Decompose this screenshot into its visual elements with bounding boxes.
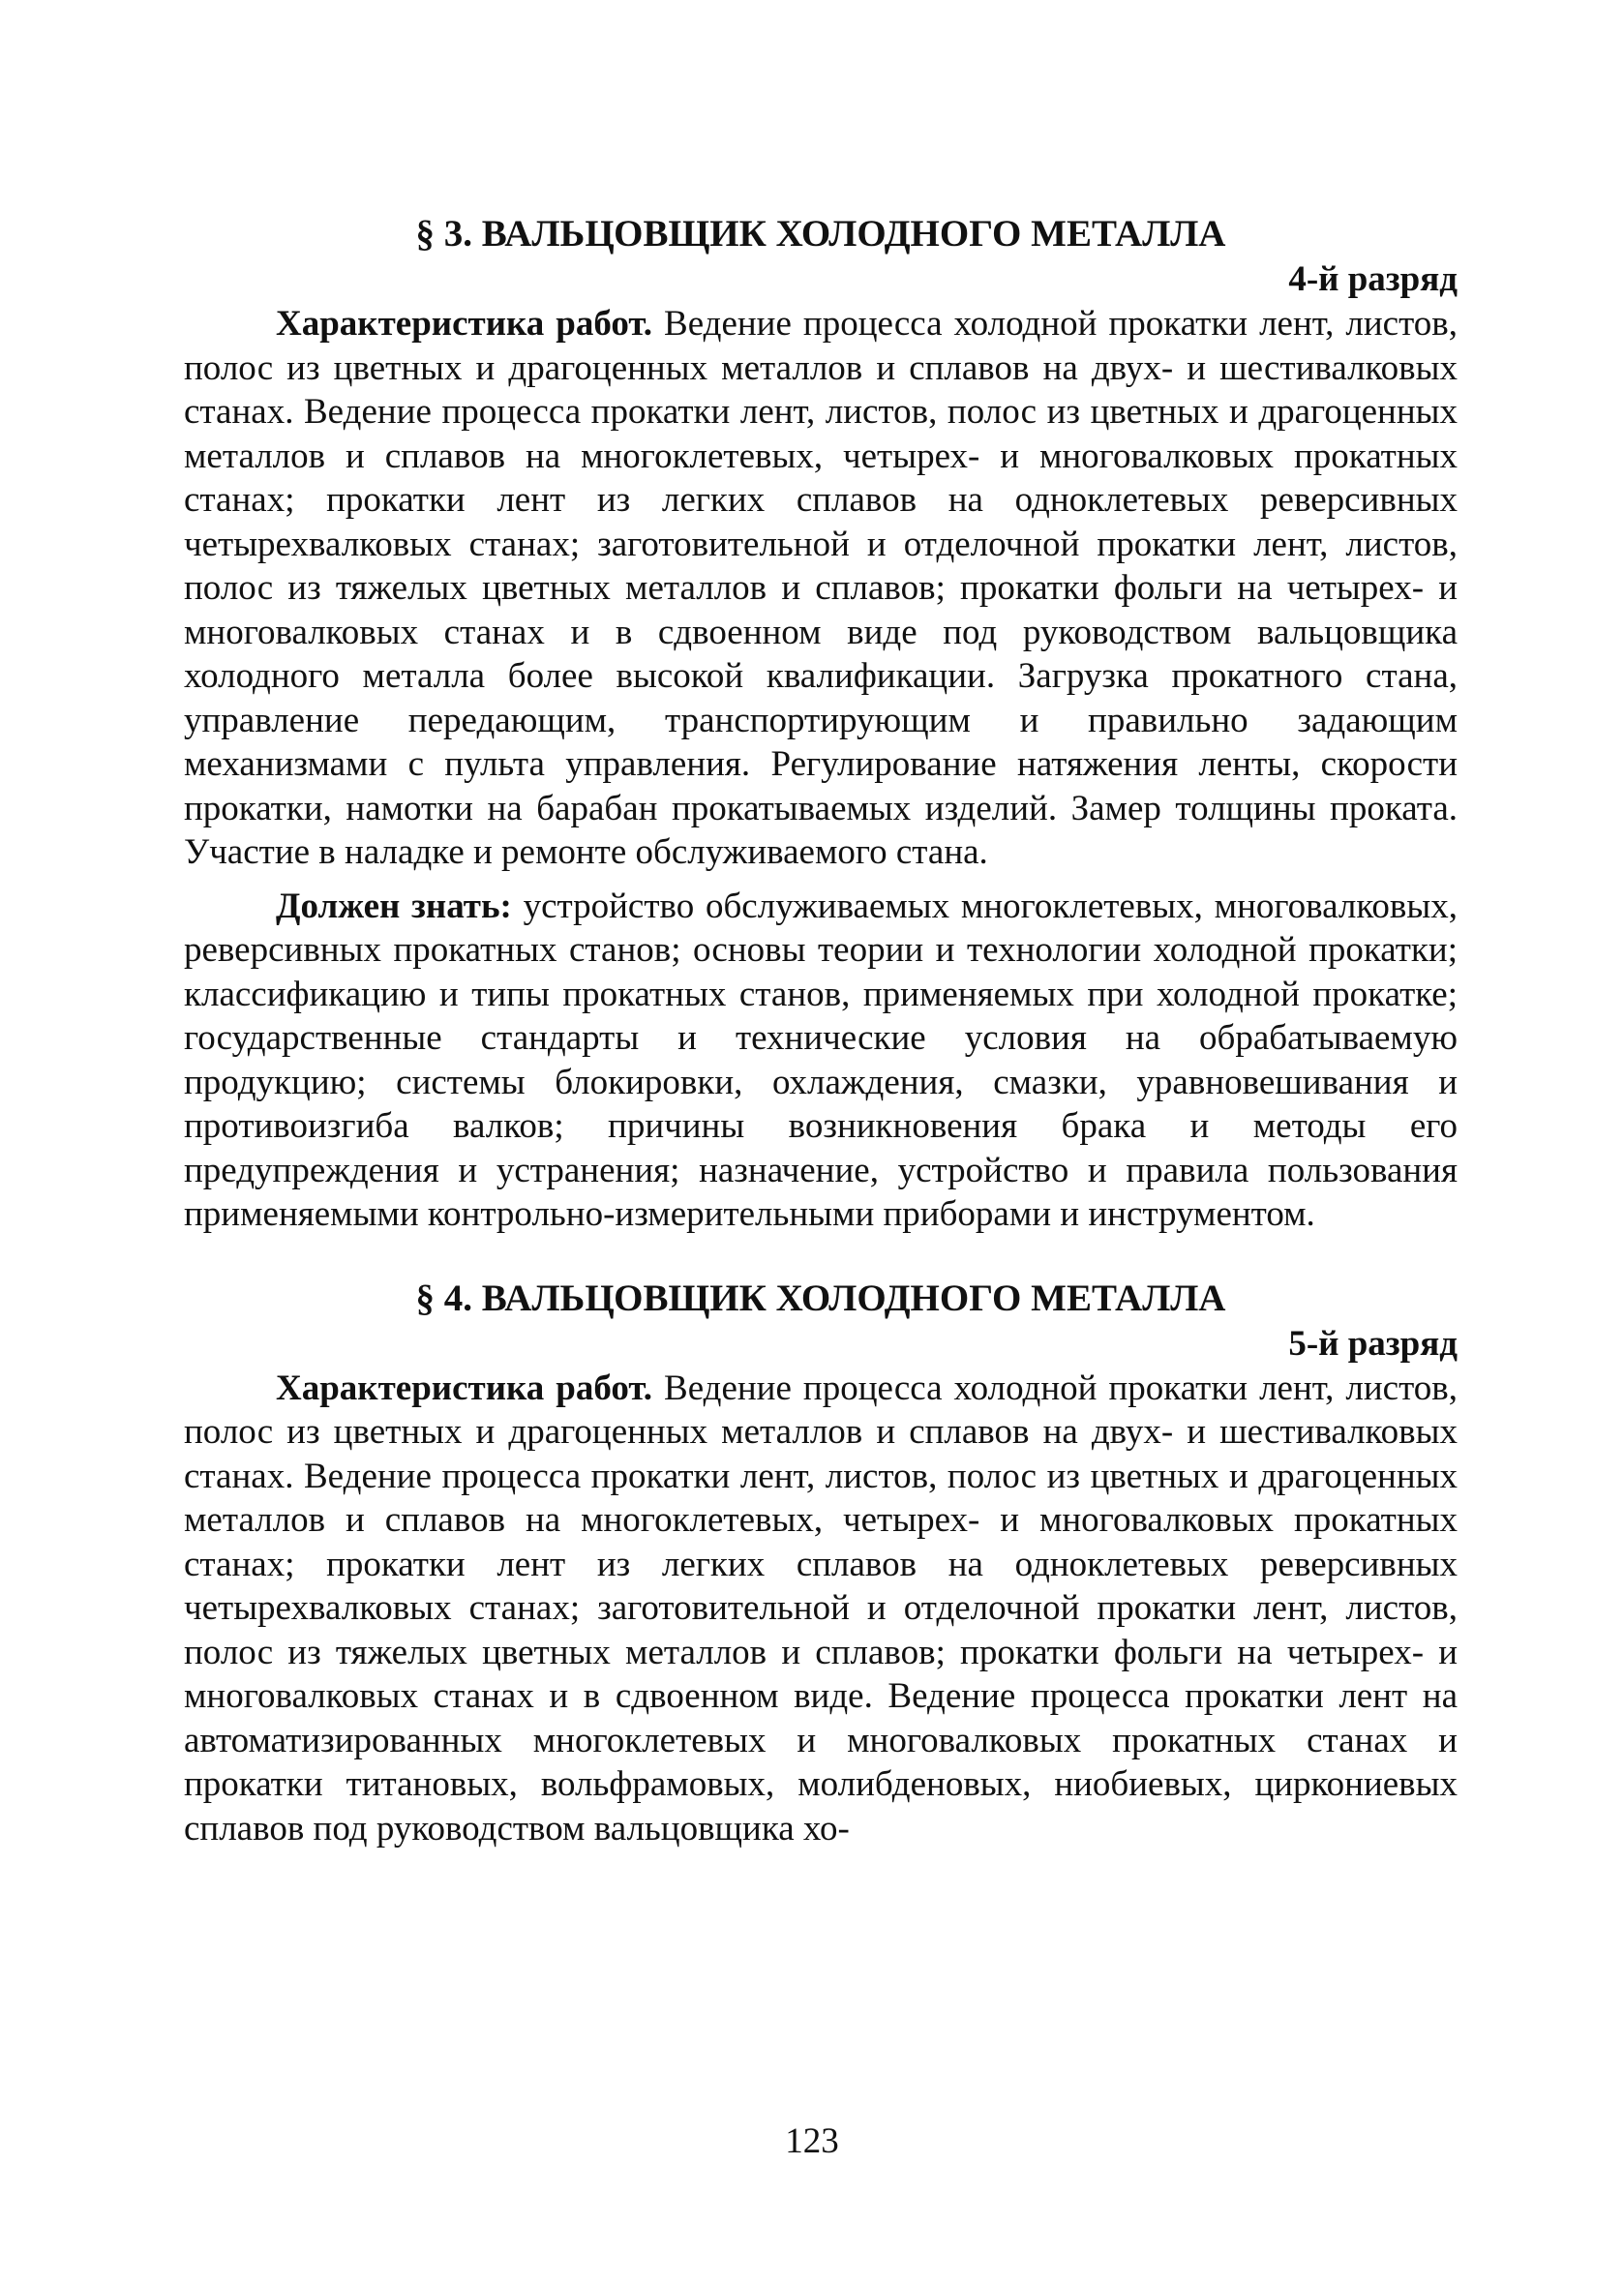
work-characteristics-paragraph [184, 302, 1458, 875]
section-4 [184, 1276, 1458, 1851]
work-characteristics-text: Ведение процесса холодной прокатки лент, листов, полос из цветных и драгоценных металлов и сплавов на двух- и шестивалковых станах. Ведение процесса прокатки лент, листов, полос из цветных и драгоценных металлов и сплавов на многоклетевых, четырех- и многовалковых прокатных станах; прокатки лент из легких сплавов на одноклетевых реверсивных четырехвалковых станах; заготовительной и отделочной прокатки лент, листов, полос из тяжелых цветных металлов и сплавов; прокатки фольги на четырех- и многовалковых станах и в сдвоенном виде под руководством вальцовщика холодного металла более высокой квалификации. Загрузка прокатного стана, управление передающим, транспортирующим и правильно задающим механизмами с пульта управления. Регулирование натяжения ленты, скорости прокатки, намотки на барабан прокатываемых изделий. Замер толщины проката. Участие в наладке и ремонте обслуживаемого стана. [184, 304, 1458, 872]
section-3 [184, 211, 1458, 1237]
section-heading: § 3. ВАЛЬЦОВЩИК ХОЛОДНОГО МЕТАЛЛА [415, 213, 1226, 255]
work-characteristics-label: Характеристика работ. [276, 304, 653, 344]
document-page [184, 211, 1458, 1850]
page-number: 123 [785, 2121, 839, 2161]
work-characteristics-paragraph [184, 1367, 1458, 1851]
must-know-paragraph [184, 885, 1458, 1237]
must-know-label: Должен знать: [276, 886, 512, 926]
work-characteristics-label: Характеристика работ. [276, 1368, 653, 1408]
grade-label: 5-й разряд [1288, 1323, 1458, 1364]
grade-label: 4-й разряд [1288, 259, 1458, 299]
work-characteristics-text: Ведение процесса холодной прокатки лент, листов, полос из цветных и драгоценных металлов и сплавов на двух- и шестивалковых станах. Ведение процесса прокатки лент, листов, полос из цветных и драгоценных металлов и сплавов на многоклетевых, четырех- и многовалковых прокатных станах; прокатки лент из легких сплавов на одноклетевых реверсивных четырехвалковых станах; заготовительной и отделочной прокатки лент, листов, полос из тяжелых цветных металлов и сплавов; прокатки фольги на четырех- и многовалковых станах и в сдвоенном виде. Ведение процесса прокатки лент на автоматизированных многоклетевых и многовалковых прокатных станах и прокатки титановых, вольфрамовых, молибденовых, ниобиевых, циркониевых сплавов под руководством вальцовщика хо- [184, 1368, 1458, 1849]
section-heading: § 4. ВАЛЬЦОВЩИК ХОЛОДНОГО МЕТАЛЛА [415, 1277, 1226, 1319]
must-know-text: устройство обслуживаемых многоклетевых, многовалковых, реверсивных прокатных станов; основы теории и технологии холодной прокатки; классификацию и типы прокатных станов, применяемых при холодной прокатке; государственные стандарты и технические условия на обрабатываемую продукцию; системы блокировки, охлаждения, смазки, уравновешивания и противоизгиба валков; причины возникновения брака и методы его предупреждения и устранения; назначение, устройство и правила пользования применяемыми контрольно-измерительными приборами и инструментом. [184, 886, 1458, 1234]
